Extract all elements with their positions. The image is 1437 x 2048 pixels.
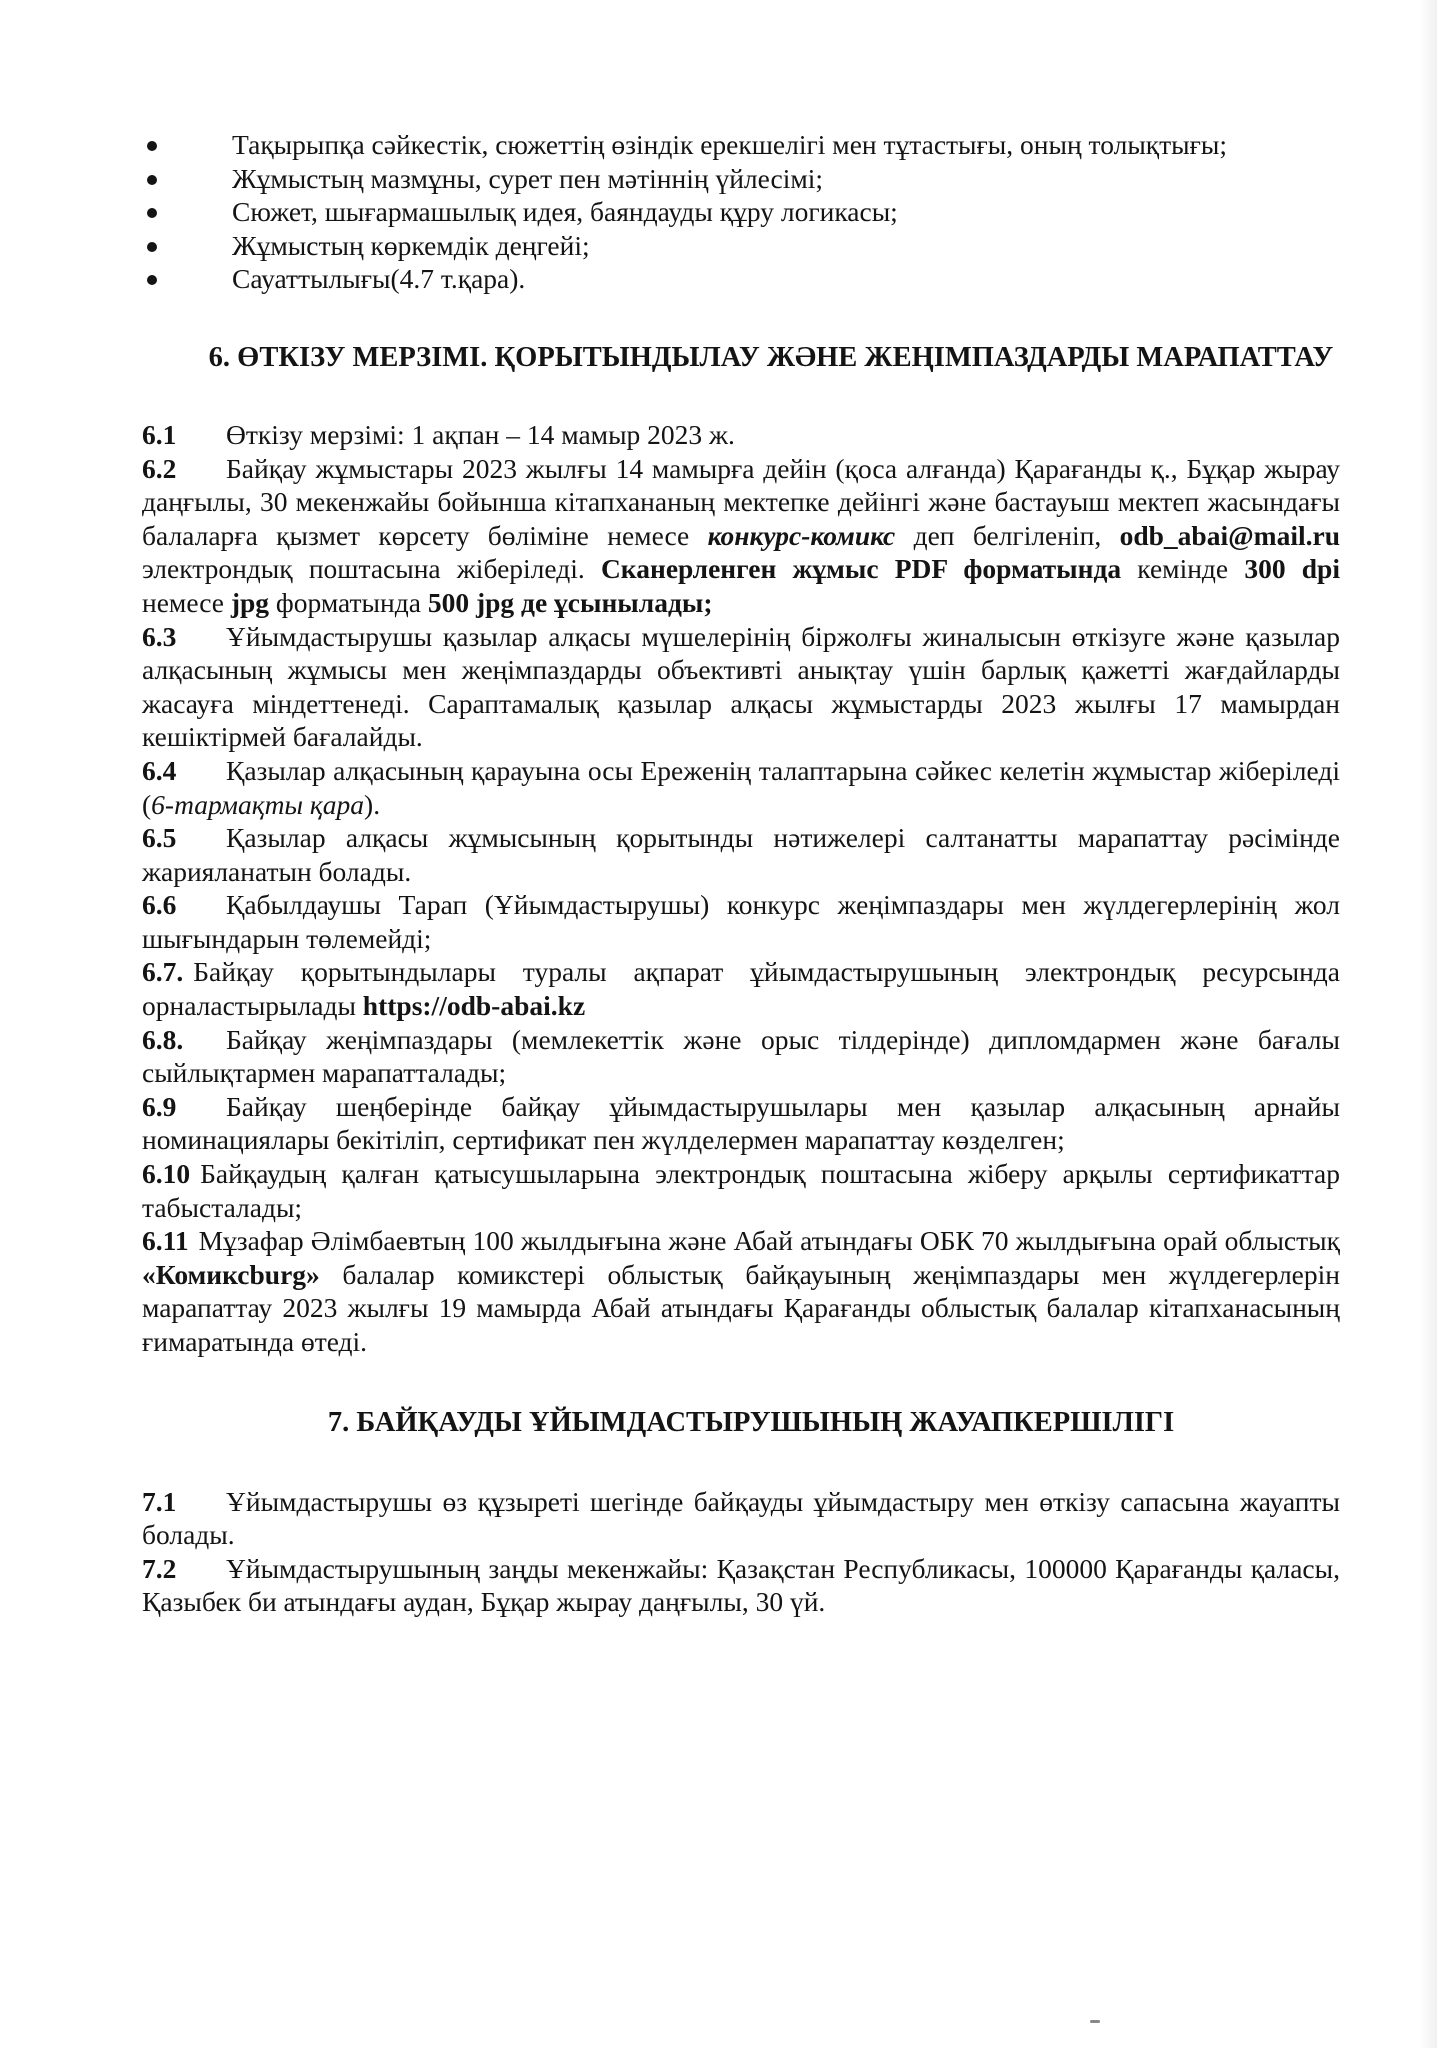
bullet-icon — [147, 175, 157, 185]
clause-number: 6.1 — [142, 418, 177, 450]
criteria-list — [142, 128, 1340, 296]
clause-6-8: 6.8. Байқау жеңімпаздары (мемлекеттік және орыс тілдерінде) дипломдармен және бағалы сыйлықтармен марапатталады; — [142, 1023, 1340, 1089]
clause-6-4: 6.4 Қазылар алқасының қарауына осы Ереженің талаптарына сәйкес келетін жұмыстар жіберіледі (6-тармақты қара). — [142, 754, 1340, 820]
clause-6-7: 6.7. Байқау қорытындылары туралы ақпарат ұйымдастырушының электрондық ресурсында орналастырылады https://odb-abai.kz — [142, 956, 1340, 1022]
clause-7-1: 7.1 Ұйымдастырушы өз құзыреті шегінде байқауды ұйымдастыру мен өткізу сапасына жауапты болады. — [142, 1485, 1340, 1551]
clause-6-1: 6.1 Өткізу мерзімі: 1 ақпан – 14 мамыр 2023 ж. — [142, 418, 735, 450]
bullet-icon — [147, 141, 157, 151]
clause-number: 7.1 — [142, 1485, 177, 1517]
contest-tag: конкурс-комикс — [707, 519, 896, 551]
criteria-item: Сауаттылығы(4.7 т.қара). — [142, 262, 1340, 296]
clause-6-3: 6.3 Ұйымдастырушы қазылар алқасы мүшелерінің біржолғы жиналысын өткізуге және қазылар алқасының жұмысы мен жеңімпаздарды объективті анықтау үшін барлық қажетті жағдайларды жасауға міндеттенеді. Сараптамалық қазылар алқасы жұмыстарды 2023 жылғы 17 мамырдан кешіктірмей бағалайды. — [142, 620, 1340, 753]
clause-number: 6.2 — [142, 452, 177, 484]
email-link[interactable]: odb_abai@mail.ru — [1119, 519, 1340, 551]
criteria-item: Сюжет, шығармашылық идея, баяндауды құру логикасы; — [142, 195, 1340, 229]
section-6-clauses — [142, 418, 1340, 1359]
clause-number: 6.11 — [142, 1225, 189, 1257]
website-link[interactable]: https://odb-abai.kz — [362, 990, 586, 1022]
scan-speck — [1090, 2020, 1100, 2023]
clause-7-2: 7.2 Ұйымдастырушының заңды мекенжайы: Қазақстан Республикасы, 100000 Қарағанды қаласы, Қазыбек би атындағы аудан, Бұқар жырау даңғылы, 30 үй. — [142, 1552, 1340, 1618]
scan-edge-shadow — [1419, 0, 1437, 2048]
criteria-item: Жұмыстың көркемдік деңгейі; — [142, 229, 1340, 263]
section-6-heading: 6. ӨТКІЗУ МЕРЗІМІ. ҚОРЫТЫНДЫЛАУ ЖӘНЕ ЖЕҢІМПАЗДАРДЫ МАРАПАТТАУ — [208, 341, 1334, 373]
clause-number: 6.9 — [142, 1090, 177, 1122]
clause-number: 6.6 — [142, 889, 177, 921]
clause-number: 7.2 — [142, 1552, 177, 1584]
clause-number: 6.8. — [142, 1023, 184, 1055]
clause-6-6: 6.6 Қабылдаушы Тарап (Ұйымдастырушы) конкурс жеңімпаздары мен жүлдегерлерінің жол шығындарын төлемейді; — [142, 889, 1340, 954]
section-7-clauses — [142, 1485, 1340, 1619]
clause-number: 6.10 — [142, 1158, 191, 1190]
clause-number: 6.7. — [142, 956, 184, 988]
clause-number: 6.5 — [142, 822, 177, 854]
criteria-item: Жұмыстың мазмұны, сурет пен мәтіннің үйлесімі; — [142, 162, 1340, 196]
clause-6-5: 6.5 Қазылар алқасы жұмысының қорытынды нәтижелері салтанатты марапаттау рәсімінде жарияланатын болады. — [142, 822, 1340, 887]
clause-number: 6.3 — [142, 620, 177, 652]
bullet-icon — [147, 242, 157, 252]
clause-number: 6.4 — [142, 754, 177, 786]
clause-6-10: 6.10 Байқаудың қалған қатысушыларына электрондық поштасына жіберу арқылы сертификаттар табысталады; — [142, 1158, 1340, 1223]
clause-6-2: 6.2 Байқау жұмыстары 2023 жылғы 14 мамырға дейін (қоса алғанда) Қарағанды қ., Бұқар жырау даңғылы, 30 мекенжайы бойынша кітапхананың мектепке дейінгі және бастауыш мектеп жасындағы балаларға қызмет көрсету бөліміне немесе конкурс-комикс деп белгіленіп, odb_abai@mail.ru электрондық поштасына жіберіледі. Сканерленген жұмыс PDF форматында кемінде 300 dpi немесе jpg форматында 500 jpg де ұсынылады; — [142, 452, 1340, 618]
criteria-item: Тақырыпқа сәйкестік, сюжеттің өзіндік ерекшелігі мен тұтастығы, оның толықтығы; — [142, 128, 1340, 162]
contest-name: «Комиксburg» — [142, 1258, 320, 1290]
section-7-heading: 7. БАЙҚАУДЫ ҰЙЫМДАСТЫРУШЫНЫҢ ЖАУАПКЕРШІЛІГІ — [327, 1406, 1175, 1438]
clause-6-11: 6.11 Мұзафар Әлімбаевтың 100 жылдығына және Абай атындағы ОБК 70 жылдығына орай облыстық «Комиксburg» балалар комикстері облыстық байқауының жеңімпаздары мен жүлдегерлерін марапаттау 2023 жылғы 19 мамырда Абай атындағы Қарағанды облыстық балалар кітапханасының ғимаратында өтеді. — [142, 1225, 1340, 1357]
bullet-icon — [147, 275, 157, 285]
bullet-icon — [147, 208, 157, 218]
document-page — [142, 128, 1340, 1619]
clause-6-9: 6.9 Байқау шеңберінде байқау ұйымдастырушылары мен қазылар алқасының арнайы номинациялары бекітіліп, сертификат пен жүлделермен марапаттау көзделген; — [142, 1090, 1340, 1156]
